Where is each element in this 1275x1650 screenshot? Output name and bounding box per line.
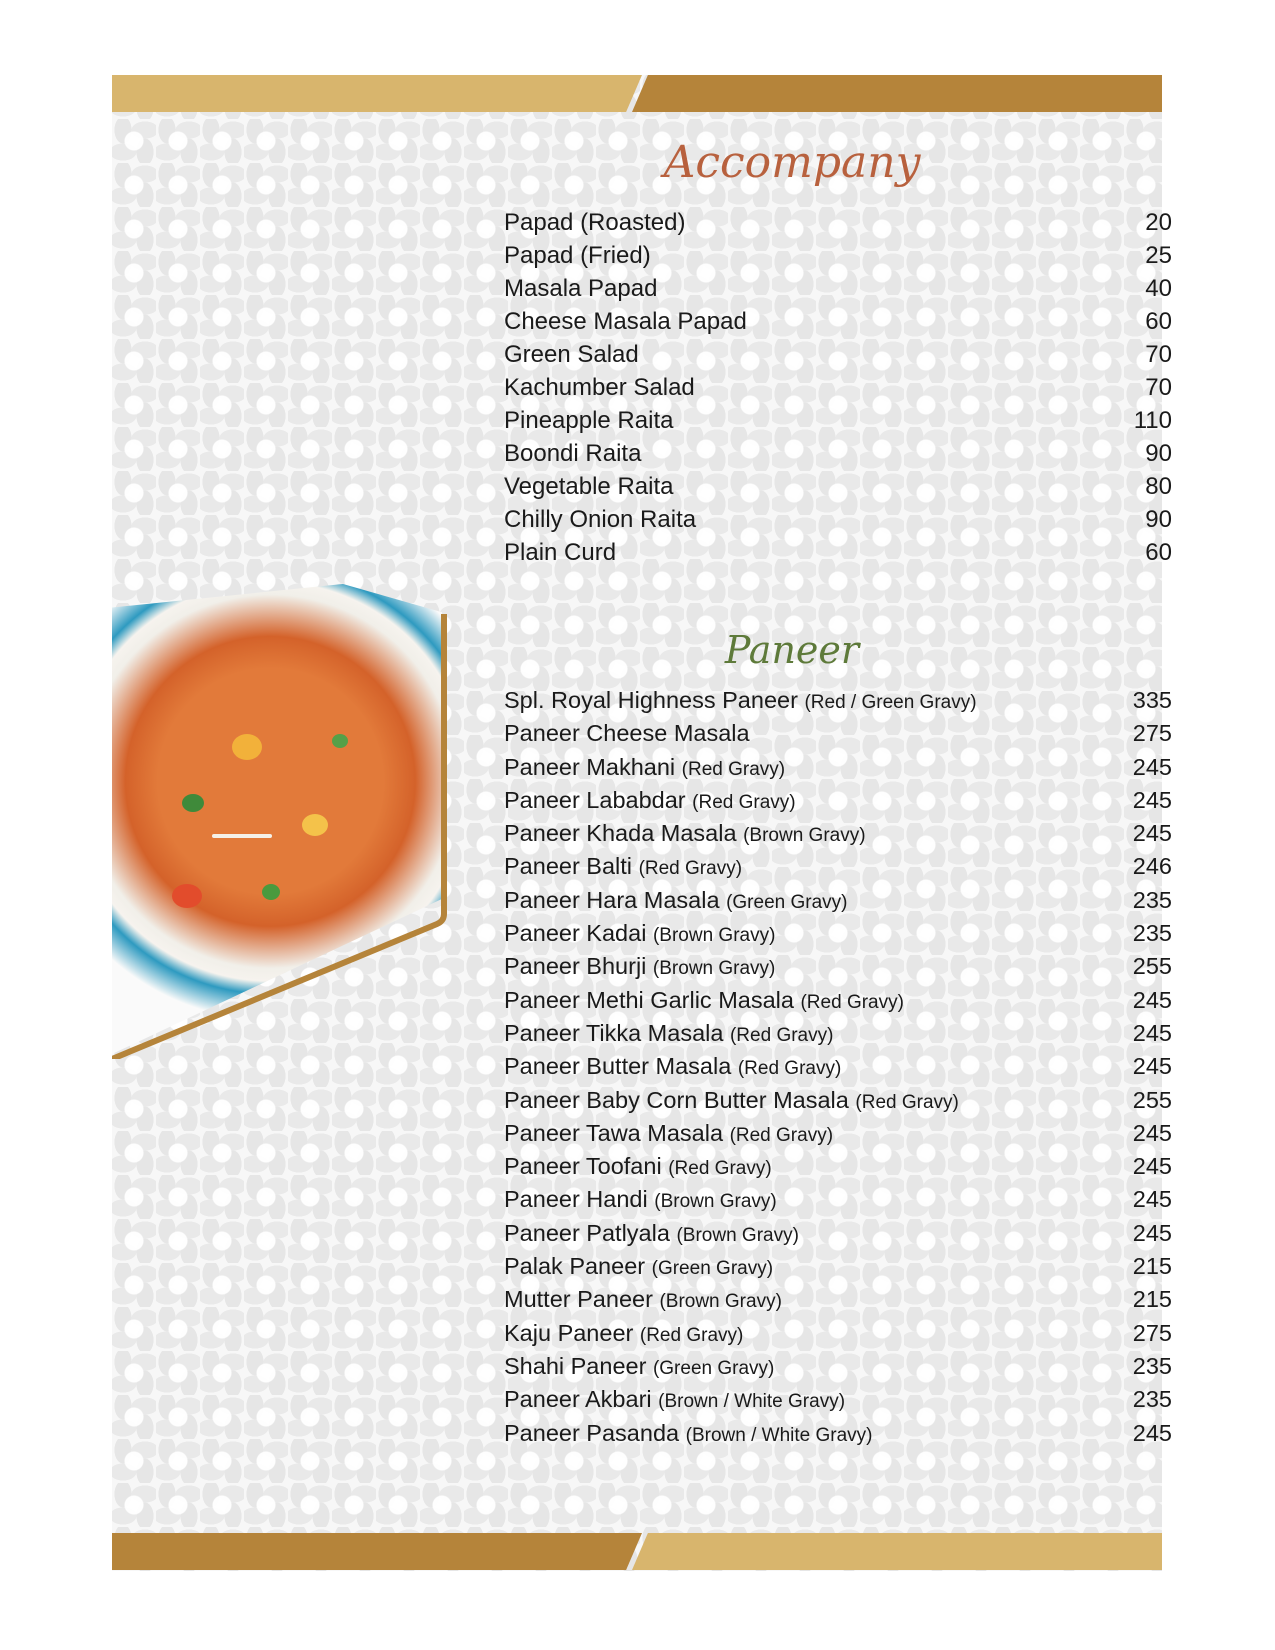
item-name: Spl. Royal Highness Paneer [504, 687, 798, 713]
item-name: Palak Paneer [504, 1253, 646, 1280]
item-price: 80 [1145, 473, 1172, 500]
bottom-decorative-bar [112, 1533, 1162, 1570]
item-name: Cheese Masala Papad [504, 308, 747, 335]
item-price: 235 [1132, 1386, 1172, 1413]
item-price: 245 [1132, 1153, 1172, 1180]
accompany-list [504, 209, 1172, 572]
item-name: Kachumber Salad [504, 374, 695, 401]
item-name: Mutter Paneer [504, 1286, 653, 1313]
item-gravy-note: (Red Gravy) [668, 1158, 772, 1180]
menu-item [504, 1020, 1172, 1053]
item-price: 275 [1132, 720, 1172, 747]
menu-item [504, 1353, 1172, 1386]
item-name: Paneer Cheese Masala [504, 720, 750, 747]
item-price: 20 [1145, 209, 1172, 236]
item-name: Paneer Baby Corn Butter Masala [504, 1086, 849, 1113]
item-name: Kaju Paneer [504, 1319, 634, 1346]
item-gravy-note: (Brown Gravy) [652, 925, 776, 947]
item-name: Paneer Lababdar [504, 786, 686, 813]
item-price: 245 [1132, 1419, 1172, 1446]
paneer-dish-photo [112, 584, 442, 1054]
item-price: 90 [1145, 506, 1172, 533]
menu-item [504, 687, 1172, 720]
item-price: 255 [1132, 953, 1172, 980]
item-name: Pineapple Raita [504, 407, 674, 434]
item-name: Paneer Balti [504, 853, 633, 880]
item-gravy-note: (Red Gravy) [638, 858, 743, 880]
item-gravy-note: (Red / Green Gravy) [804, 692, 977, 713]
item-gravy-note: (Red Gravy) [639, 1324, 744, 1346]
item-name: Paneer Methi Garlic Masala [504, 986, 794, 1013]
item-name: Paneer Tawa Masala [504, 1119, 724, 1146]
item-price: 245 [1132, 1053, 1172, 1080]
menu-item [504, 887, 1172, 920]
top-decorative-bar [112, 75, 1162, 112]
bottom-bar-dark-segment [112, 1533, 642, 1570]
item-price: 60 [1145, 308, 1172, 335]
menu-item [504, 1386, 1172, 1419]
item-price: 255 [1132, 1086, 1172, 1113]
item-gravy-note: (Red Gravy) [855, 1091, 959, 1113]
item-name: Paneer Patlyala [504, 1219, 670, 1246]
top-bar-light-segment [112, 75, 642, 112]
section-title-accompany: Accompany [663, 137, 921, 188]
menu-item [504, 1186, 1172, 1219]
item-price: 245 [1132, 820, 1172, 847]
menu-page [112, 75, 1172, 1571]
menu-item [504, 920, 1172, 953]
item-gravy-note: (Red Gravy) [800, 991, 904, 1013]
menu-item [504, 473, 1172, 506]
item-price: 245 [1132, 786, 1172, 813]
top-bar-dark-segment [632, 75, 1162, 112]
item-price: 235 [1132, 920, 1172, 947]
menu-item [504, 787, 1172, 820]
item-name: Shahi Paneer [504, 1352, 647, 1379]
item-name: Plain Curd [504, 539, 617, 566]
item-price: 246 [1132, 853, 1172, 880]
item-gravy-note: (Red Gravy) [692, 791, 796, 813]
item-price: 40 [1145, 275, 1172, 302]
item-gravy-note: (Brown Gravy) [654, 1191, 777, 1213]
menu-item [504, 1220, 1172, 1253]
menu-item [504, 1253, 1172, 1286]
item-name: Papad (Fried) [504, 242, 651, 269]
item-gravy-note: (Red Gravy) [729, 1124, 834, 1146]
item-gravy-note: (Red Gravy) [681, 758, 786, 780]
item-name: Papad (Roasted) [504, 209, 686, 236]
item-name: Green Salad [504, 341, 639, 368]
paneer-list [504, 687, 1172, 1453]
item-name: Paneer Toofani [504, 1153, 662, 1180]
menu-item [504, 539, 1172, 572]
item-name: Paneer Hara Masala [504, 886, 720, 913]
menu-item [504, 341, 1172, 374]
menu-item [504, 440, 1172, 473]
item-price: 215 [1132, 1286, 1172, 1313]
menu-item [504, 953, 1172, 986]
item-gravy-note: (Brown / White Gravy) [658, 1391, 846, 1413]
item-gravy-note: (Red Gravy) [729, 1024, 834, 1046]
menu-item [504, 1120, 1172, 1153]
item-price: 110 [1133, 407, 1172, 434]
menu-item [504, 820, 1172, 853]
item-price: 25 [1145, 242, 1172, 269]
menu-item [504, 1053, 1172, 1086]
item-price: 245 [1132, 1019, 1172, 1046]
menu-item [504, 1320, 1172, 1353]
item-price: 275 [1132, 1319, 1172, 1346]
item-price: 235 [1132, 1352, 1172, 1379]
menu-item [504, 1286, 1172, 1319]
menu-item [504, 407, 1172, 440]
item-name: Paneer Akbari [504, 1386, 652, 1413]
item-gravy-note: (Brown Gravy) [652, 958, 776, 980]
item-price: 90 [1145, 440, 1172, 467]
item-gravy-note: (Green Gravy) [652, 1357, 775, 1379]
item-gravy-note: (Brown Gravy) [676, 1224, 799, 1246]
menu-item [504, 374, 1172, 407]
item-name: Paneer Kadai [504, 920, 647, 947]
item-name: Masala Papad [504, 275, 658, 302]
bottom-bar-light-segment [632, 1533, 1162, 1570]
item-price: 235 [1132, 886, 1172, 913]
item-price: 245 [1132, 986, 1172, 1013]
menu-item [504, 1087, 1172, 1120]
item-name: Chilly Onion Raita [504, 506, 697, 533]
item-gravy-note: (Red Gravy) [737, 1058, 842, 1080]
item-price: 245 [1132, 1219, 1172, 1246]
item-price: 335 [1132, 687, 1172, 713]
item-name: Paneer Khada Masala [504, 820, 737, 847]
item-gravy-note: (Brown Gravy) [659, 1291, 782, 1313]
item-name: Paneer Handi [504, 1186, 648, 1213]
item-name: Paneer Butter Masala [504, 1053, 732, 1080]
menu-item [504, 275, 1172, 308]
menu-item [504, 308, 1172, 341]
item-gravy-note: (Brown / White Gravy) [685, 1424, 873, 1446]
item-name: Paneer Tikka Masala [504, 1019, 724, 1046]
item-gravy-note: (Brown Gravy) [743, 825, 866, 847]
menu-item [504, 506, 1172, 539]
item-price: 70 [1145, 374, 1172, 401]
item-price: 215 [1132, 1253, 1172, 1280]
item-gravy-note: (Green Gravy) [651, 1258, 774, 1280]
item-price: 245 [1132, 1186, 1172, 1213]
menu-item [504, 754, 1172, 787]
menu-item [504, 1420, 1172, 1453]
menu-item [504, 720, 1172, 753]
menu-item [504, 987, 1172, 1020]
menu-item [504, 853, 1172, 886]
item-name: Vegetable Raita [504, 473, 674, 500]
menu-item [504, 1153, 1172, 1186]
item-name: Paneer Pasanda [504, 1419, 680, 1446]
menu-item [504, 242, 1172, 275]
item-name: Paneer Bhurji [504, 953, 647, 980]
item-gravy-note: (Green Gravy) [726, 891, 848, 913]
item-name: Paneer Makhani [504, 753, 676, 780]
section-title-paneer: Paneer [724, 628, 860, 672]
item-price: 245 [1132, 753, 1172, 780]
item-price: 60 [1145, 539, 1172, 566]
item-price: 70 [1145, 341, 1172, 368]
item-price: 245 [1132, 1119, 1172, 1146]
menu-item [504, 209, 1172, 242]
item-name: Boondi Raita [504, 440, 642, 467]
